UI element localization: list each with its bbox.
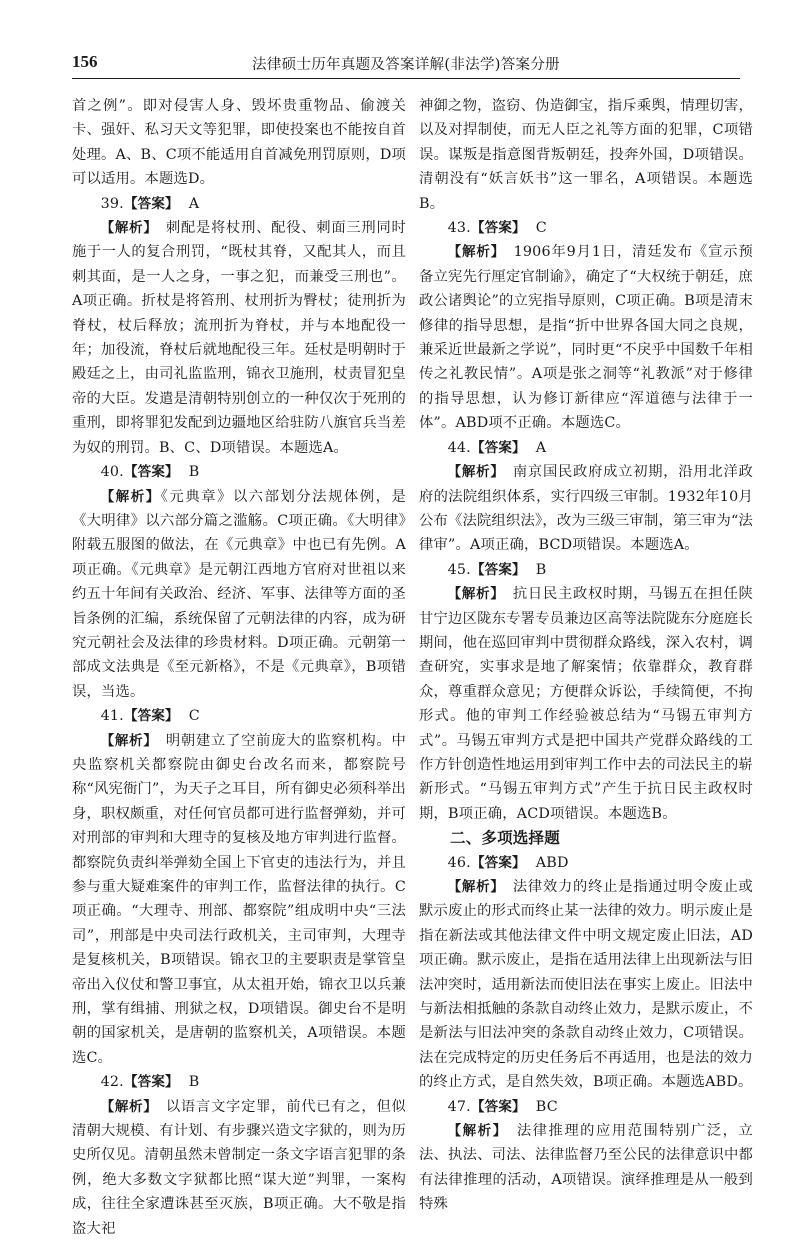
q42-explain-tag: 【解析】 <box>100 1098 151 1115</box>
q40-explanation <box>72 485 406 705</box>
q44-explain-text: 南京国民政府成立初期，沿用北洋政府的法院组织体系，实行四级三审制。1932年10月公布《法院组织法》，改为三级三审制，第三审为“法律审”。A项正确，BCD项错误。本题选A。 <box>419 464 753 554</box>
q47-answer-tag: 【答案】 <box>470 1098 526 1115</box>
q46-explain-tag: 【解析】 <box>447 879 498 895</box>
q44-explanation <box>419 460 753 558</box>
q46-answer <box>419 851 753 875</box>
q39-answer-value: A <box>188 195 200 212</box>
intro-paragraph: 首之例”。即对侵害人身、毁坏贵重物品、偷渡关卡、强奸、私习天文等犯罪，即使投案也不能按自首处理。A、B、C项不能适用自首减免刑罚原则，D项可以适用。本题选D。 <box>72 98 406 188</box>
q42-explanation <box>72 1095 406 1241</box>
page-header <box>72 48 740 79</box>
continuation-paragraph: 神御之物，盗窃、伪造御宝，指斥乘舆，情理切害，以及对捍制使，而无人臣之礼等方面的犯罪，C项错误。谋叛是指意图背叛朝廷，投奔外国，D项错误。清朝没有“妖言妖书”这一罪名，A项错误。本题选B。 <box>419 98 753 212</box>
q43-explain-tag: 【解析】 <box>447 244 499 261</box>
q45-answer-value: B <box>535 561 547 578</box>
q47-answer <box>419 1095 753 1119</box>
section-heading-multiple-choice: 二、多项选择题 <box>450 829 560 848</box>
q46-explain-text: 法律效力的终止是指通过明令废止或默示废止的形式而终止某一法律的效力。明示废止是指在新法或其他法律文件中明文规定废止旧法，AD项正确。默示废止，是指在适用法律上出现新法与旧法冲突时，适用新法而使旧法在事实上废止。旧法中与新法相抵触的条款自动终止效力，是默示废止，不是新法与旧法冲突的条款自动终止效力，C项错误。法在完成特定的历史任务后不再适用，也是法的效力的终止方式，是自然失效，B项正确。本题选ABD。 <box>419 879 753 1091</box>
q41-answer-value: C <box>188 708 200 725</box>
q43-number: 43. <box>447 220 471 237</box>
q44-answer <box>419 436 753 460</box>
q41-explain-tag: 【解析】 <box>100 732 151 749</box>
q46-answer-tag: 【答案】 <box>470 854 526 871</box>
q47-explanation <box>419 1119 753 1217</box>
page-number: 156 <box>72 52 98 71</box>
q46-answer-value: ABD <box>535 854 569 871</box>
q39-explain-text: 刺配是将杖刑、配役、刺面三刑同时施于一人的复合刑罚，“既杖其脊，又配其人，而且刺其面，是一人之身，一事之犯，而兼受三刑也”。A项正确。折杖是将笞刑、杖刑折为臀杖；徒刑折为脊杖，杖后释放；流刑折为脊杖，并与本地配役一年；加役流，脊杖后就地配役三年。廷杖是明朝时于殿廷之上，由司礼监监刑，锦衣卫施刑，杖责冒犯皇帝的大臣。发遣是清朝特别创立的一种仅次于死刑的重刑，即将罪犯发配到边疆地区给驻防八旗官兵当差为奴的刑罚。B、C、D项错误。本题选A。 <box>72 220 406 456</box>
q41-number: 41. <box>100 708 124 725</box>
q44-answer-tag: 【答案】 <box>470 439 526 456</box>
q44-explain-tag: 【解析】 <box>447 464 498 481</box>
q45-explain-tag: 【解析】 <box>447 586 498 603</box>
q39-number: 39. <box>100 195 124 212</box>
q40-answer-value: B <box>188 464 200 481</box>
q47-number: 47. <box>447 1098 471 1115</box>
q44-answer-value: A <box>535 439 547 456</box>
q45-answer <box>419 558 753 582</box>
q41-answer-tag: 【答案】 <box>123 708 179 725</box>
q39-answer-tag: 【答案】 <box>123 195 179 212</box>
q40-explain-tag: 【解析】 <box>100 488 161 505</box>
q43-explain-text: 1906年9月1日，清廷发布《宣示预备立宪先行厘定官制谕》，确定了“大权统于朝廷，庶政公诸舆论”的立宪指导原则，C项正确。B项是清末修律的指导思想，是指“折中世界各国大同之良规，兼采近世最新之学说”，同时更“不戾乎中国数千年相传之礼教民情”。A项是张之洞等“礼教派”对于修律的指导思想，认为修订新律应“浑道德与法律于一体”。ABD项不正确。本题选C。 <box>419 244 753 432</box>
q42-number: 42. <box>100 1074 124 1091</box>
q47-explain-tag: 【解析】 <box>447 1123 501 1140</box>
running-title: 法律硕士历年真题及答案详解(非法学)答案分册 <box>252 57 560 73</box>
q39-explanation <box>72 216 406 460</box>
q46-explanation <box>419 875 753 1095</box>
q43-answer <box>419 216 753 240</box>
right-column <box>419 94 754 1213</box>
q44-number: 44. <box>447 439 471 456</box>
q47-answer-value: BC <box>535 1098 558 1115</box>
q45-answer-tag: 【答案】 <box>470 561 526 578</box>
q41-explain-text: 明朝建立了空前庞大的监察机构。中央监察机关都察院由御史台改名而来，都察院号称“风宪衙门”，为天子之耳目，所有御史必须科举出身，职权颇重，对任何官员都可进行监督弹劾，并可对刑部的审判和大理寺的复核及地方审判进行监督。都察院负责纠举弹劾全国上下官吏的违法行为，并且参与重大疑难案件的审判工作，监督法律的执行。C项正确。“大理寺、刑部、都察院”组成明中央“三法司”，刑部是中央司法行政机关，主司审判，大理寺是复核机关，B项错误。锦衣卫的主要职责是掌管皇帝出入仪仗和警卫事宜，从太祖开始，锦衣卫以兵兼刑，掌有缉捕、刑狱之权，D项错误。御史台不是明朝的国家机关，是唐朝的监察机关，A项错误。本题选C。 <box>72 732 406 1066</box>
q43-answer-value: C <box>535 220 547 237</box>
q42-answer-value: B <box>188 1074 200 1091</box>
q42-answer <box>72 1070 406 1094</box>
q45-number: 45. <box>447 561 471 578</box>
q45-explanation <box>419 582 753 826</box>
q43-answer-tag: 【答案】 <box>470 220 526 237</box>
q45-explain-text: 抗日民主政权时期，马锡五在担任陕甘宁边区陇东专署专员兼边区高等法院陇东分庭庭长期间，他在巡回审判中贯彻群众路线，深入农村，调查研究，实事求是地了解案情；依靠群众，教育群众，尊重群众意见；方便群众诉讼，手续简便，不拘形式。他的审判工作经验被总结为“马锡五审判方式”。马锡五审判方式是把中国共产党群众路线的工作方针创造性地运用到审判工作中去的司法民主的崭新形式。“马锡五审判方式”产生于抗日民主政权时期，B项正确，ACD项错误。本题选B。 <box>419 586 753 822</box>
q40-number: 40. <box>100 464 124 481</box>
q40-answer-tag: 【答案】 <box>123 464 179 481</box>
q40-explain-text: 《元典章》以六部划分法规体例，是《大明律》以六部分篇之滥觞。C项正确。《大明律》附载五服图的做法，在《元典章》中也已有先例。A项正确。《元典章》是元朝江西地方官府对世祖以来约五十年间有关政治、经济、军事、法律等方面的圣旨条例的汇编，系统保留了元朝法律的内容，成为研究元朝社会及法律的珍贵材料。D项正确。元朝第一部成文法典是《至元新格》，不是《元典章》，B项错误，当选。 <box>72 488 406 700</box>
q41-explanation <box>72 729 406 1071</box>
q39-explain-tag: 【解析】 <box>100 220 151 237</box>
q42-answer-tag: 【答案】 <box>123 1074 179 1091</box>
q42-explain-text: 以语言文字定罪，前代已有之，但似清朝大规模、有计划、有步骤兴造文字狱的，则为历史所仅见。清朝虽然未曾制定一条文字语言犯罪的条例，绝大多数文字狱都比照“谋大逆”判罪，一案构成，往往全家遭诛甚至灭族，B项正确。大不敬是指盗大祀 <box>72 1098 406 1237</box>
q46-number: 46. <box>447 854 471 871</box>
left-column <box>72 94 406 1237</box>
q47-explain-text: 法律推理的应用范围特别广泛，立法、执法、司法、法律监督乃至公民的法律意识中都有法律推理的活动，A项错误。演绎推理是从一般到特殊 <box>419 1123 754 1213</box>
q39-answer <box>72 192 406 216</box>
q40-answer <box>72 460 406 484</box>
q41-answer <box>72 704 406 728</box>
q43-explanation <box>419 240 753 435</box>
